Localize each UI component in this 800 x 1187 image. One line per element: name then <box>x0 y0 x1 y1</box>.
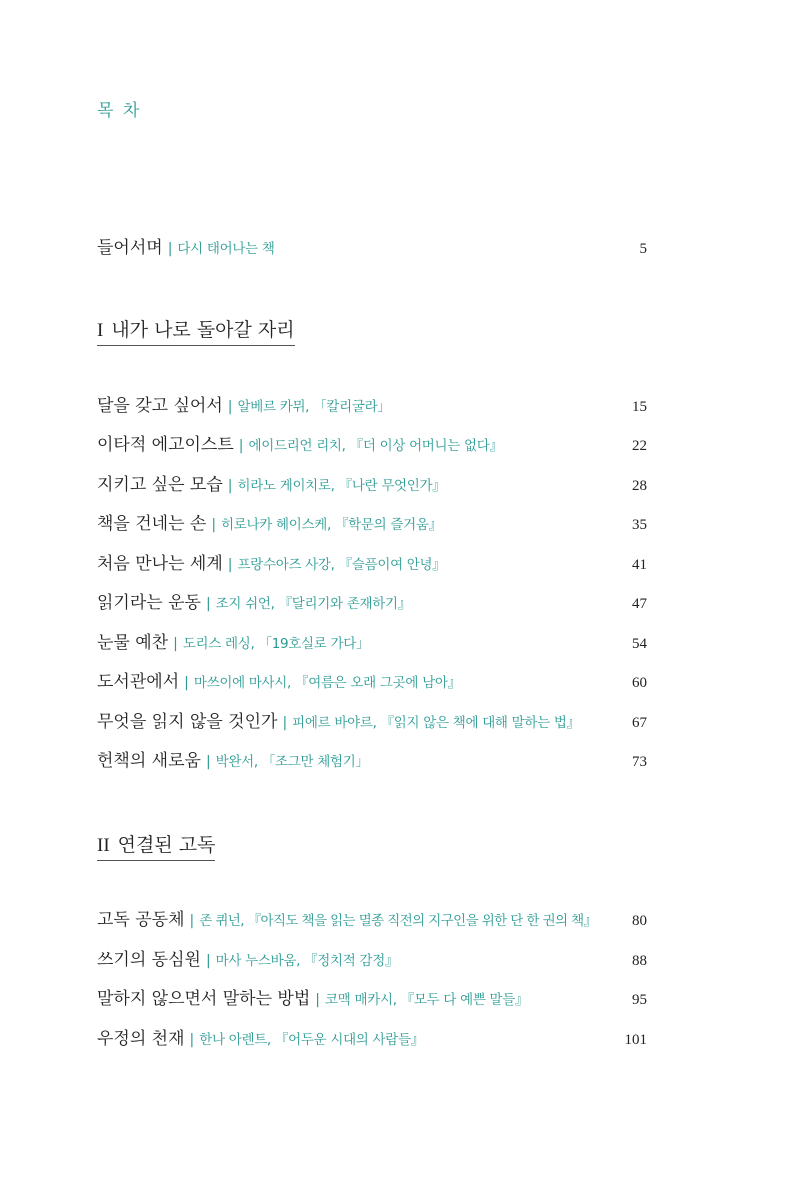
entry-source: 프랑수아즈 사강, 『슬픔이여 안녕』 <box>237 557 446 573</box>
entry-title: 무엇을 읽지 않을 것인가 <box>97 712 278 732</box>
toc-entry[interactable] <box>97 749 647 775</box>
entry-page: 47 <box>632 596 647 612</box>
entry-title: 말하지 않으면서 말하는 방법 <box>97 989 311 1009</box>
entry-source: 히라노 게이치로, 『나란 무엇인가』 <box>237 478 446 494</box>
section-title: 연결된 고독 <box>117 834 216 856</box>
entry-source: 조지 쉬언, 『달리기와 존재하기』 <box>215 596 411 612</box>
entry-source: 알베르 카뮈, 「칼리굴라」 <box>237 399 391 415</box>
separator: | <box>227 399 233 415</box>
separator: | <box>205 754 211 770</box>
entry-line <box>97 233 275 258</box>
separator: | <box>227 557 233 573</box>
entry-page: 22 <box>632 438 647 454</box>
entry-source: 히로나카 헤이스케, 『학문의 즐거움』 <box>221 517 442 533</box>
toc-entry[interactable] <box>97 1027 647 1053</box>
separator: | <box>189 913 195 929</box>
entry-title: 들어서며 <box>97 238 163 258</box>
entry-title: 지키고 싶은 모습 <box>97 475 223 495</box>
entry-title: 고독 공동체 <box>97 910 185 930</box>
separator: | <box>238 438 244 454</box>
entry-page: 41 <box>632 557 647 573</box>
entry-page: 28 <box>632 478 647 494</box>
entry-source: 존 퀴넌, 『아직도 책을 읽는 멸종 직전의 지구인을 위한 단 한 권의 책』 <box>199 913 597 929</box>
toc-entry[interactable] <box>97 987 647 1013</box>
separator: | <box>205 953 211 969</box>
entry-title: 이타적 에고이스트 <box>97 435 234 455</box>
entry-source: 한나 아렌트, 『어두운 시대의 사람들』 <box>199 1032 424 1048</box>
entry-page: 95 <box>632 992 647 1008</box>
entry-source: 마사 누스바움, 『정치적 감정』 <box>215 953 399 969</box>
entry-source: 도리스 레싱, 「19호실로 가다」 <box>182 636 370 652</box>
entry-page: 35 <box>632 517 647 533</box>
entry-source: 마쓰이에 마사시, 『여름은 오래 그곳에 남아』 <box>193 675 461 691</box>
entry-page: 101 <box>624 1032 647 1048</box>
toc-entry[interactable] <box>97 394 647 420</box>
entry-source: 에이드리언 리치, 『더 이상 어머니는 없다』 <box>248 438 503 454</box>
entry-title: 눈물 예찬 <box>97 633 169 653</box>
entry-page: 54 <box>632 636 647 652</box>
entry-title: 달을 갖고 싶어서 <box>97 396 223 416</box>
toc-entry[interactable] <box>97 948 647 974</box>
toc-entry[interactable] <box>97 710 647 736</box>
separator: | <box>184 675 189 691</box>
separator: | <box>227 478 233 494</box>
toc-entry[interactable] <box>97 552 647 578</box>
entry-page: 5 <box>639 241 647 257</box>
separator: | <box>189 1032 195 1048</box>
entry-page: 15 <box>632 399 647 415</box>
toc-entry[interactable] <box>97 591 647 617</box>
toc-entry[interactable] <box>97 433 647 459</box>
toc-entry[interactable] <box>97 631 647 657</box>
toc-entry-intro[interactable] <box>97 236 647 262</box>
entry-source: 피에르 바야르, 『읽지 않은 책에 대해 말하는 법』 <box>292 715 580 731</box>
entry-title: 읽기라는 운동 <box>97 593 201 613</box>
section-heading-2 <box>97 830 215 861</box>
entry-title: 헌책의 새로움 <box>97 751 201 771</box>
section-numeral: II <box>97 835 110 856</box>
entry-page: 67 <box>632 715 647 731</box>
entry-source: 박완서, 「조그만 체험기」 <box>215 754 369 770</box>
toc-title: 목 차 <box>97 101 142 121</box>
toc-entry[interactable] <box>97 473 647 499</box>
entry-source: 다시 태어나는 책 <box>177 241 275 257</box>
section-numeral: I <box>97 320 104 341</box>
section-heading-1 <box>97 315 295 346</box>
separator: | <box>205 596 211 612</box>
toc-entry[interactable] <box>97 908 647 934</box>
separator: | <box>211 517 217 533</box>
entry-page: 73 <box>632 754 647 770</box>
entry-title: 우정의 천재 <box>97 1029 185 1049</box>
entry-page: 80 <box>632 913 647 929</box>
separator: | <box>173 636 178 652</box>
entry-page: 60 <box>632 675 647 691</box>
entry-page: 88 <box>632 953 647 969</box>
entry-title: 책을 건네는 손 <box>97 514 207 534</box>
separator: | <box>167 241 173 257</box>
entry-title: 처음 만나는 세계 <box>97 554 223 574</box>
entry-title: 쓰기의 동심원 <box>97 950 201 970</box>
section-title: 내가 나로 돌아갈 자리 <box>111 319 295 341</box>
toc-entry[interactable] <box>97 512 647 538</box>
separator: | <box>282 715 288 731</box>
separator: | <box>315 992 320 1008</box>
toc-entry[interactable] <box>97 670 647 696</box>
entry-title: 도서관에서 <box>97 672 180 692</box>
entry-source: 코맥 매카시, 『모두 다 예쁜 말들』 <box>325 992 529 1008</box>
